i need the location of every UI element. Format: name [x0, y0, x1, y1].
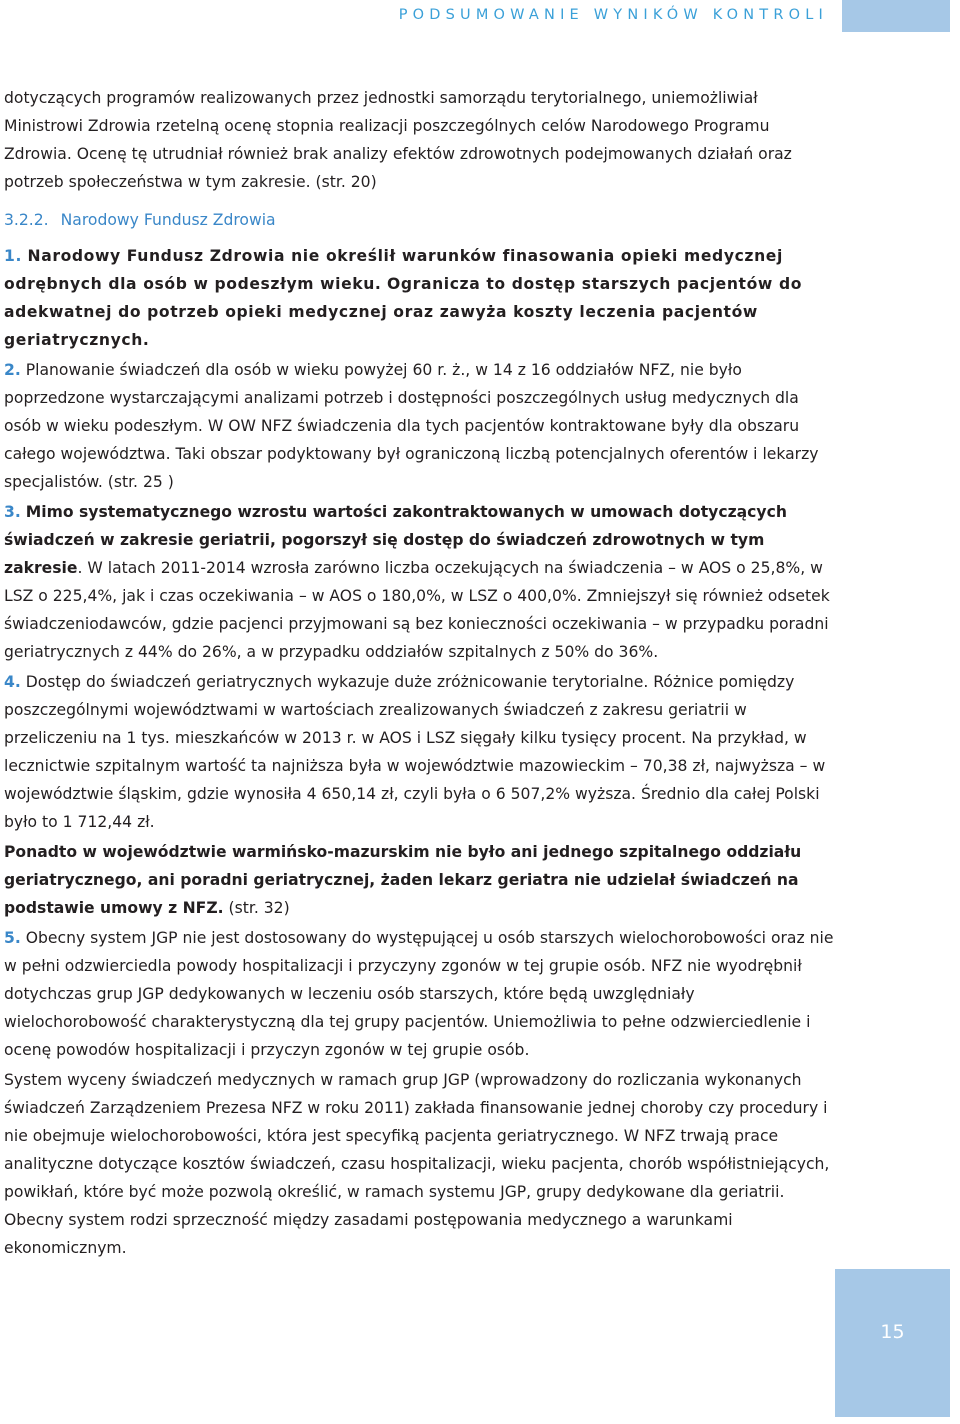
- page-number-box: [835, 1269, 950, 1417]
- finding-1-bold-continuation: Ogranicza to dostęp starszych pacjentów do adekwatnej do potrzeb opieki medycznej oraz zawyża koszty leczenia pacjentów geriatrycznych.: [4, 275, 803, 349]
- finding-4-number: 4.: [4, 673, 21, 691]
- page-number: 15: [880, 1321, 905, 1343]
- finding-4-text: Dostęp do świadczeń geriatrycznych wykazuje duże zróżnicowanie terytorialne. Różnice pomiędzy poszczególnymi województwami w wartościach zrealizowanych świadczeń z zakresu geriatrii w przeliczeniu na 1 tys. mieszkańców w 2013 r. w AOS i LSZ sięgały kilku tysięcy procent. Na przykład, w lecznictwie szpitalnym wartość ta najniższa była w województwie mazowieckim – 70,38 zł, najwyższa – w województwie śląskim, gdzie wynosiła 4 650,14 zł, czyli była o 6 507,2% wyższa. Średnio dla całej Polski było to 1 712,44 zł.: [4, 673, 826, 831]
- finding-5-text: Obecny system JGP nie jest dostosowany do występującej u osób starszych wielochorobowości oraz nie w pełni odzwierciedla powody hospitalizacji i przyczyny zgonów w tej grupie osób. NFZ nie wyodrębnił dotychczas grup JGP dedykowanych w leczeniu osób starszych, które będą uwzględniały wielochorobowość charakterystyczną dla tej grupy pacjentów. Uniemożliwia to pełne odzwierciedlenie i ocenę powodów hospitalizacji i przyczyn zgonów w tej grupie osób.: [4, 929, 834, 1059]
- finding-4-page-ref: (str. 32): [223, 899, 290, 917]
- finding-4-continuation: [4, 838, 840, 922]
- finding-2-text: Planowanie świadczeń dla osób w wieku powyżej 60 r. ż., w 14 z 16 oddziałów NFZ, nie było poprzedzone wystarczającymi analizami potrzeb i dostępności poszczególnych usług medycznych dla osób w wieku podeszłym. W OW NFZ świadczenia dla tych pacjentów kontraktowane były dla obszaru całego województwa. Taki obszar podyktowany był ograniczoną liczbą potencjalnych oferentów i lekarzy specjalistów. (str. 25 ): [4, 361, 819, 491]
- finding-2-number: 2.: [4, 361, 21, 379]
- finding-3-number: 3.: [4, 503, 21, 521]
- finding-4: [4, 668, 840, 836]
- section-heading: [4, 206, 840, 234]
- finding-3-text: . W latach 2011-2014 wzrosła zarówno liczba oczekujących na świadczenia – w AOS o 25,8%, w LSZ o 225,4%, jak i czas oczekiwania – w AOS o 180,0%, w LSZ o 400,0%. Zmniejszył się również odsetek świadczeniodawców, gdzie pacjenci przyjmowani są bez konieczności oczekiwania – w przypadku poradni geriatrycznych z 44% do 26%, a w przypadku oddziałów szpitalnych z 50% do 36%.: [4, 559, 830, 661]
- finding-1-bold-lead: Narodowy Fundusz Zdrowia nie określił warunków finasowania opieki medycznej odrębnych dla osób w podeszłym wieku.: [4, 247, 783, 293]
- finding-3-bold-lead: Mimo systematycznego wzrostu wartości zakontraktowanych w umowach dotyczących świadczeń w zakresie geriatrii, pogorszył się dostęp do świadczeń zdrowotnych w tym zakresie: [4, 503, 787, 577]
- finding-3: [4, 498, 840, 666]
- header-color-box: [842, 0, 950, 32]
- finding-1-number: 1.: [4, 247, 22, 265]
- document-body: [4, 84, 840, 1264]
- finding-1: [4, 242, 840, 354]
- finding-4-bold-note: Ponadto w województwie warmińsko-mazurskim nie było ani jednego szpitalnego oddziału geriatrycznego, ani poradni geriatrycznej, żaden lekarz geriatra nie udzielał świadczeń na podstawie umowy z NFZ.: [4, 843, 802, 917]
- finding-5-number: 5.: [4, 929, 21, 947]
- section-number: 3.2.2.: [4, 211, 49, 229]
- running-header: PODSUMOWANIE WYNIKÓW KONTROLI: [398, 7, 828, 23]
- section-title: Narodowy Fundusz Zdrowia: [60, 211, 276, 229]
- finding-5: [4, 924, 840, 1064]
- finding-2: [4, 356, 840, 496]
- paragraph-intro: dotyczących programów realizowanych przez jednostki samorządu terytorialnego, uniemożliwiał Ministrowi Zdrowia rzetelną ocenę stopnia realizacji poszczególnych celów Narodowego Programu Zdrowia. Ocenę tę utrudniał również brak analizy efektów zdrowotnych podejmowanych działań oraz potrzeb społeczeństwa w tym zakresie. (str. 20): [4, 89, 792, 191]
- paragraph-jgp-system: System wyceny świadczeń medycznych w ramach grup JGP (wprowadzony do rozliczania wykonanych świadczeń Zarządzeniem Prezesa NFZ w roku 2011) zakłada finansowanie jednej choroby czy procedury i nie obejmuje wielochorobowości, która jest specyfiką pacjenta geriatrycznego. W NFZ trwają prace analityczne dotyczące kosztów świadczeń, czasu hospitalizacji, wieku pacjenta, chorób współistniejących, powikłań, które być może pozwolą określić, w ramach systemu JGP, grupy dedykowane dla geriatrii. Obecny system rodzi sprzeczność między zasadami postępowania medycznego a warunkami ekonomicznym.: [4, 1071, 830, 1257]
